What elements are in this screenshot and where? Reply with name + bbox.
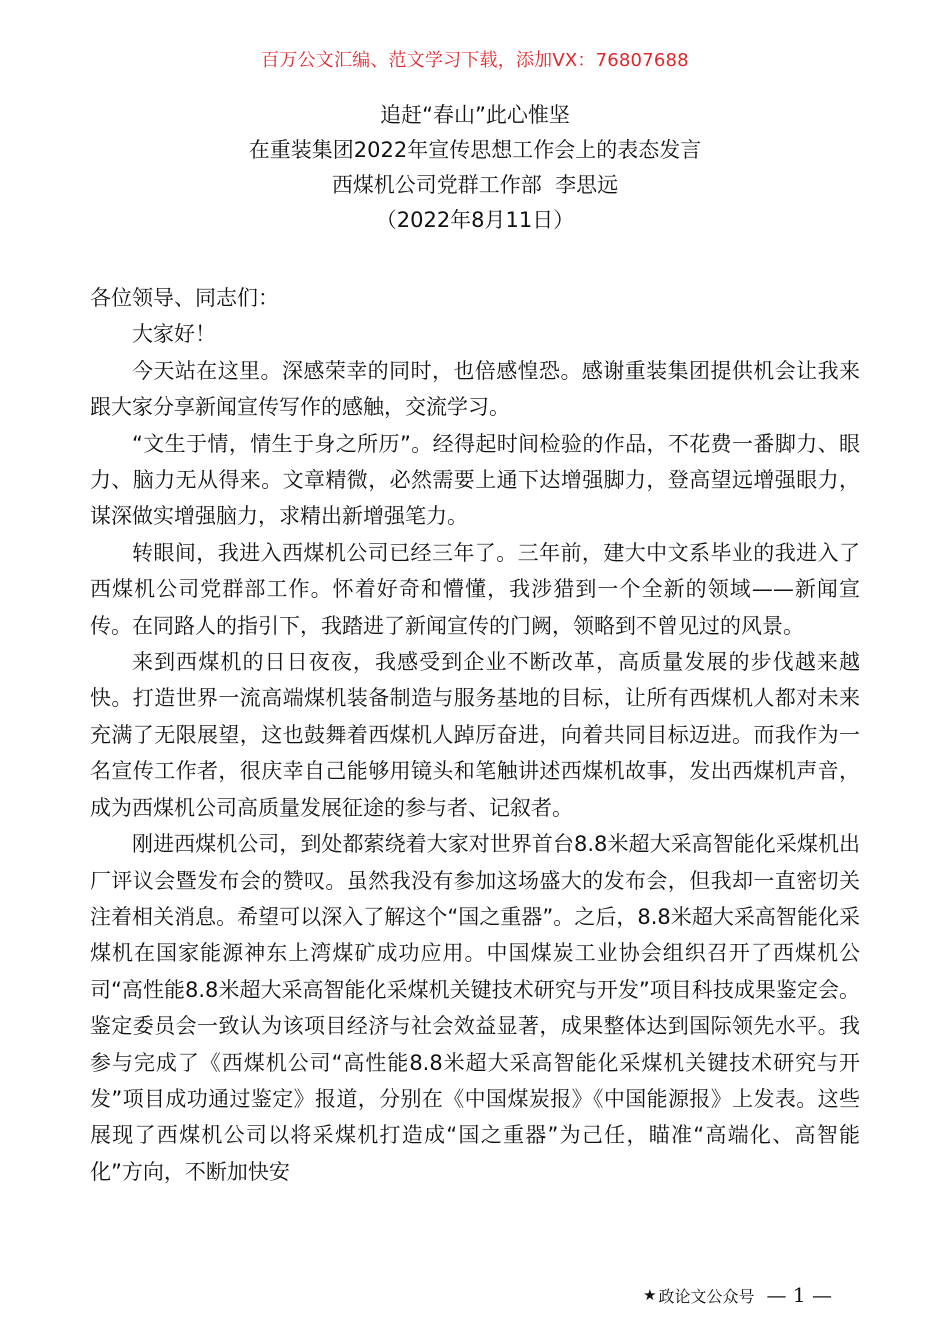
paragraph: “文生于情，情生于身之所历”。经得起时间检验的作品，不花费一番脚力、眼力、脑力无从得来。文章精微，必然需要上通下达增强脚力，登高望远增强眼力，谋深做实增强脑力，求精出新增强笔力。 [90,431,860,529]
star-icon: ★ [643,1286,657,1304]
page-footer [643,1283,832,1307]
document-author: 西煤机公司党群工作部 李思远 [331,173,619,197]
paragraph: 转眼间，我进入西煤机公司已经三年了。三年前，建大中文系毕业的我进入了西煤机公司党群部工作。怀着好奇和懵懂，我涉猎到一个全新的领域——新闻宣传。在同路人的指引下，我踏进了新闻宣传的门阙，领略到不曾见过的风景。 [90,540,860,638]
footer-source: 政论文公众号 [658,1286,755,1306]
paragraph: 今天站在这里。深感荣幸的同时，也倍感惶恐。感谢重装集团提供机会让我来跟大家分享新闻宣传写作的感触，交流学习。 [90,358,860,420]
document-body [90,280,860,1190]
paragraph: 大家好！ [132,322,216,347]
salutation: 各位领导、同志们： [90,286,279,310]
page-number: — 1 — [766,1283,832,1307]
document-subtitle: 在重装集团2022年宣传思想工作会上的表态发言 [248,138,702,162]
paragraph: 来到西煤机的日日夜夜，我感受到企业不断改革，高质量发展的步伐越来越快。打造世界一流高端煤机装备制造与服务基地的目标，让所有西煤机人都对未来充满了无限展望，这也鼓舞着西煤机人踔厉奋进，向着共同目标迈进。而我作为一名宣传工作者，很庆幸自己能够用镜头和笔触讲述西煤机故事，发出西煤机声音，成为西煤机公司高质量发展征途的参与者、记叙者。 [90,650,860,820]
paragraph: 刚进西煤机公司，到处都萦绕着大家对世界首台8.8米超大采高智能化采煤机出厂评议会暨发布会的赞叹。虽然我没有参加这场盛大的发布会，但我却一直密切关注着相关消息。希望可以深入了解这个“国之重器”。之后，8.8米超大采高智能化采煤机在国家能源神东上湾煤矿成功应用。中国煤炭工业协会组织召开了西煤机公司“高性能8.8米超大采高智能化采煤机关键技术研究与开发”项目科技成果鉴定会。鉴定委员会一致认为该项目经济与社会效益显著，成果整体达到国际领先水平。我参与完成了《西煤机公司“高性能8.8米超大采高智能化采煤机关键技术研究与开发”项目成功通过鉴定》报道，分别在《中国煤炭报》《中国能源报》上发表。这些展现了西煤机公司以将采煤机打造成“国之重器”为己任，瞄准“高端化、高智能化”方向，不断加快安 [90,832,860,1184]
document-title: 追赶“春山”此心惟坚 [380,103,570,127]
document-date: （2022年8月11日） [375,208,575,232]
watermark-banner: 百万公文汇编、范文学习下载，添加VX：76807688 [261,50,689,71]
